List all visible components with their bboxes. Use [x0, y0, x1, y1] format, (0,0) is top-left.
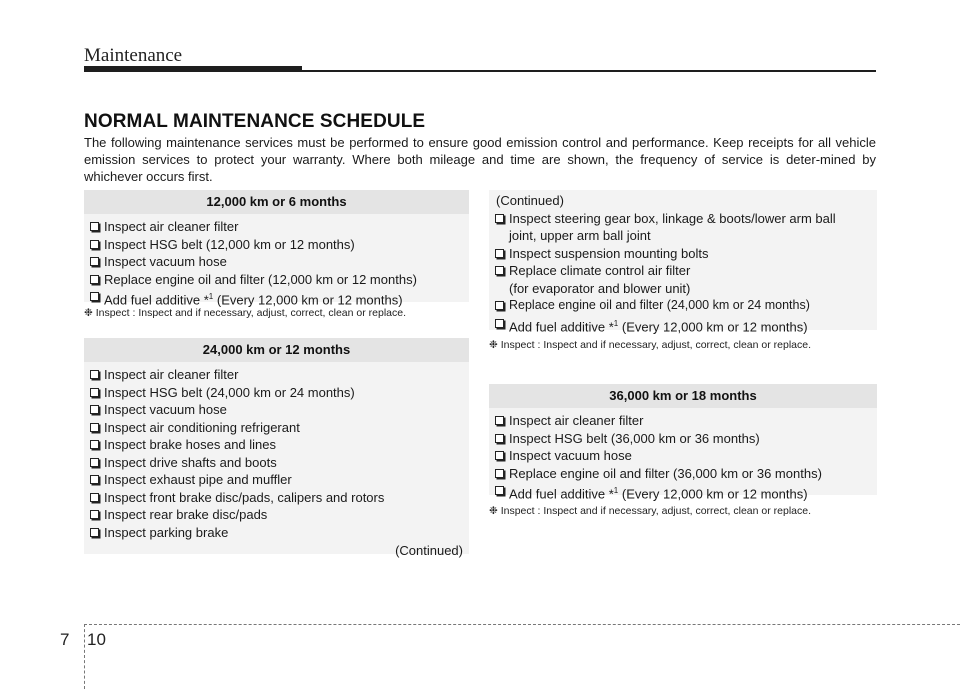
checkbox-icon [90, 388, 99, 397]
checkbox-icon [90, 240, 99, 249]
schedule-box-title: 36,000 km or 18 months [489, 384, 877, 408]
checkbox-icon [90, 440, 99, 449]
checkbox-icon [90, 292, 99, 301]
intro-paragraph: The following maintenance services must be performed to ensure good emission control and performance. Keep receipts for all vehicle emission services to protect your warranty. Where both mileage and time are shown, the frequency of service is deter-mined by whichever occurs first. [84, 135, 876, 184]
checkbox-icon [90, 423, 99, 432]
checkbox-icon [495, 434, 504, 443]
checkbox-icon [90, 458, 99, 467]
checkbox-icon [495, 214, 504, 223]
schedule-box-36000 [489, 384, 877, 502]
checkbox-icon [495, 319, 504, 328]
checkbox-icon [90, 475, 99, 484]
checkbox-icon [90, 528, 99, 537]
schedule-box-title: 24,000 km or 12 months [84, 338, 469, 362]
checkbox-icon [495, 416, 504, 425]
schedule-item: Add fuel additive *$^1$ (Every 12,000 km or 12 months) [84, 288, 469, 309]
schedule-item-list [489, 210, 877, 336]
schedule-item: Inspect HSG belt (36,000 km or 36 months) [489, 430, 877, 448]
checkbox-icon [90, 510, 99, 519]
schedule-item: Inspect exhaust pipe and muffler [84, 471, 469, 489]
checkbox-icon [495, 301, 504, 310]
checkbox-icon [90, 370, 99, 379]
schedule-item: Add fuel additive *$^1$ (Every 12,000 km or 12 months) [489, 482, 877, 503]
schedule-item-list [84, 214, 469, 309]
checkbox-icon [495, 469, 504, 478]
footer-divider [84, 624, 960, 625]
header-rule-thick [84, 66, 302, 72]
schedule-item: Inspect steering gear box, linkage & boots/lower arm ball joint, upper arm ball joint [489, 210, 877, 245]
schedule-item: Inspect drive shafts and boots [84, 454, 469, 472]
schedule-item: Inspect air cleaner filter [489, 412, 877, 430]
checkbox-icon [90, 493, 99, 502]
schedule-item-list [489, 408, 877, 503]
checkbox-icon [495, 486, 504, 495]
schedule-item: Inspect vacuum hose [489, 447, 877, 465]
page-heading: NORMAL MAINTENANCE SCHEDULE [84, 111, 426, 132]
schedule-box-12000 [84, 190, 469, 308]
schedule-item: Inspect air conditioning refrigerant [84, 419, 469, 437]
schedule-item: Replace climate control air filter (for evaporator and blower unit) [489, 262, 877, 297]
schedule-item: Inspect air cleaner filter [84, 218, 469, 236]
checkbox-icon [495, 266, 504, 275]
checkbox-icon [90, 257, 99, 266]
schedule-item: Add fuel additive *$^1$ (Every 12,000 km or 12 months) [489, 315, 877, 336]
footnote-mark: 1 [613, 486, 619, 495]
footnote-mark: 1 [208, 292, 214, 301]
schedule-item: Inspect air cleaner filter [84, 366, 469, 384]
header-rule-thin [302, 70, 876, 72]
checkbox-icon [90, 222, 99, 231]
checkbox-icon [90, 405, 99, 414]
schedule-item: Inspect rear brake disc/pads [84, 506, 469, 524]
schedule-item: Inspect vacuum hose [84, 253, 469, 271]
inspect-note: ❉ Inspect : Inspect and if necessary, adjust, correct, clean or replace. [489, 505, 812, 517]
page-number: 10 [87, 630, 106, 649]
footnote-mark: 1 [613, 318, 619, 328]
schedule-item: Inspect HSG belt (24,000 km or 24 months) [84, 384, 469, 402]
schedule-box-24000-continued [489, 190, 877, 334]
section-title: Maintenance [84, 45, 183, 66]
schedule-item: Inspect HSG belt (12,000 km or 12 months) [84, 236, 469, 254]
schedule-item-list [84, 362, 469, 541]
schedule-item: Inspect vacuum hose [84, 401, 469, 419]
schedule-item: Inspect brake hoses and lines [84, 436, 469, 454]
schedule-item: Replace engine oil and filter (12,000 km or 12 months) [84, 271, 469, 289]
schedule-box-title: 12,000 km or 6 months [84, 190, 469, 214]
continued-label: (Continued) [395, 543, 463, 558]
inspect-note: ❉ Inspect : Inspect and if necessary, adjust, correct, clean or replace. [489, 339, 812, 351]
inspect-note: ❉ Inspect : Inspect and if necessary, adjust, correct, clean or replace. [84, 307, 407, 319]
schedule-item: Replace engine oil and filter (36,000 km or 36 months) [489, 465, 877, 483]
checkbox-icon [495, 451, 504, 460]
schedule-item: Inspect front brake disc/pads, calipers and rotors [84, 489, 469, 507]
footer-vertical-divider [84, 624, 85, 689]
checkbox-icon [90, 275, 99, 284]
chapter-number: 7 [60, 630, 70, 649]
schedule-item: Inspect suspension mounting bolts [489, 245, 877, 263]
schedule-box-24000 [84, 338, 469, 558]
continued-label: (Continued) [496, 193, 564, 208]
checkbox-icon [495, 249, 504, 258]
schedule-item: Inspect parking brake [84, 524, 469, 542]
schedule-item: Replace engine oil and filter (24,000 km or 24 months) [489, 297, 877, 315]
